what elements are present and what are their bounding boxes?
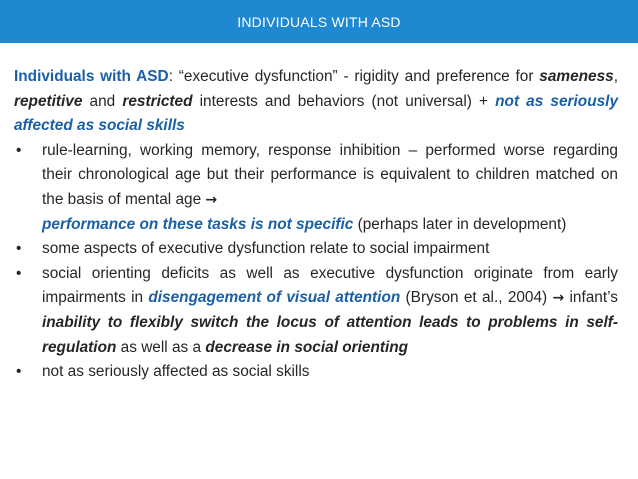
bullet-3-text-1: social orienting deficits as well as executive dysfunction originate from early impairments in bbox=[42, 264, 618, 307]
bullet-item-social-impairment bbox=[14, 237, 618, 262]
bullet-icon: • bbox=[16, 240, 22, 258]
term-restricted: restricted bbox=[122, 92, 193, 110]
bullet-item-social-orienting bbox=[14, 262, 618, 360]
arrow-right-icon: → bbox=[205, 191, 218, 208]
term-sameness: sameness bbox=[539, 68, 614, 85]
bullet-1-text-1: rule-learning, working memory, response inhibition – performed worse regarding their chronological age but their performance is equivalent to children matched on the basis of mental age bbox=[42, 141, 618, 208]
intro-text-2: , bbox=[613, 68, 618, 85]
bullet-2-text: some aspects of executive dysfunction relate to social impairment bbox=[42, 240, 490, 258]
intro-paragraph bbox=[14, 65, 618, 139]
bullet-3-text-2: (Bryson et al., 2004) bbox=[400, 289, 553, 307]
slide-header bbox=[0, 0, 638, 43]
bullet-1-emphasis: performance on these tasks is not specific bbox=[42, 215, 354, 233]
bullet-item-rule-learning bbox=[14, 139, 618, 237]
slide-title: INDIVIDUALS WITH ASD bbox=[237, 13, 401, 30]
intro-text-4: interests and behaviors (not universal) + bbox=[192, 92, 496, 110]
bullet-3-emphasis: disengagement of visual attention bbox=[148, 289, 401, 307]
bullet-3-emphasis-3: decrease in social orienting bbox=[205, 338, 409, 356]
intro-text-1: : “executive dysfunction” - rigidity and preference for bbox=[168, 68, 540, 85]
intro-lead: Individuals with ASD bbox=[14, 68, 169, 85]
arrow-right-icon: → bbox=[552, 290, 565, 307]
intro-text-3: and bbox=[82, 92, 123, 110]
bullet-3-text-4: as well as a bbox=[116, 338, 206, 356]
term-repetitive: repetitive bbox=[14, 92, 83, 110]
bullet-item-not-as-affected bbox=[14, 360, 618, 385]
bullet-icon: • bbox=[16, 363, 22, 381]
intro-emphasis: not as seriously affected as social skills bbox=[14, 92, 619, 135]
bullet-3-text-3: infant’s bbox=[564, 289, 618, 307]
bullet-icon: • bbox=[16, 264, 22, 282]
bullet-icon: • bbox=[16, 141, 22, 159]
bullet-1-text-2: (perhaps later in development) bbox=[353, 215, 567, 233]
bullet-3-emphasis-2: inability to flexibly switch the locus of attention leads to problems in self-regulation bbox=[42, 313, 618, 356]
slide-body bbox=[14, 65, 618, 385]
bullet-list bbox=[14, 139, 618, 385]
bullet-4-text: not as seriously affected as social skills bbox=[42, 363, 310, 381]
